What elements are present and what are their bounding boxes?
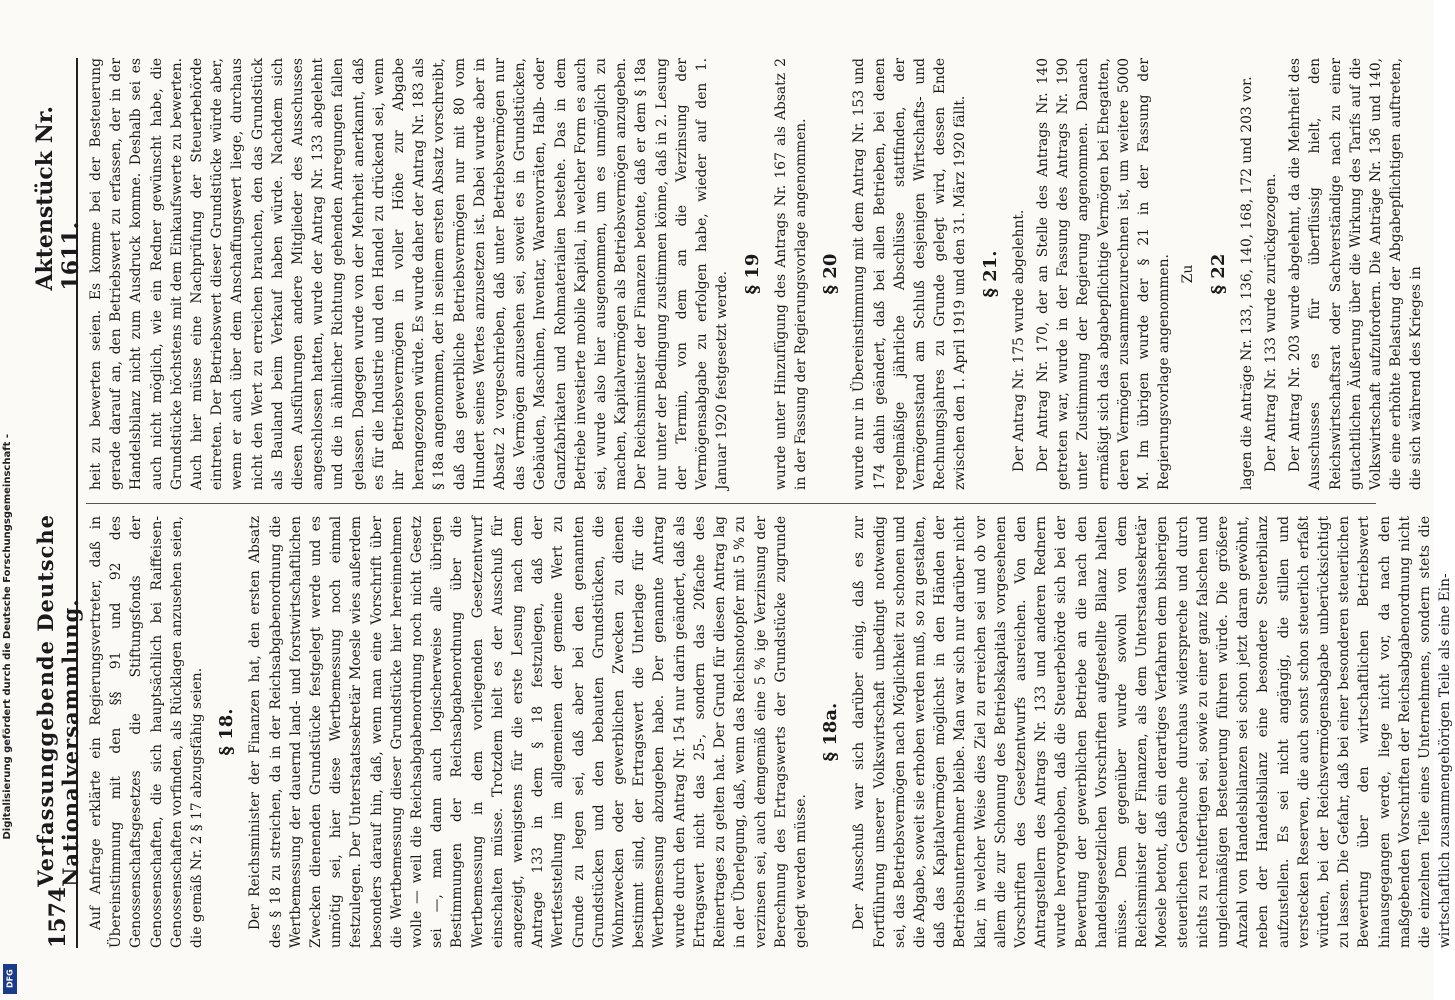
digitization-note <box>2 434 22 994</box>
section-19-paragraph: wurde unter Hinzufügung des Antrags Nr. 167 als Absatz 2 in der Fassung der Regierungsvorlage angenommen. <box>772 58 809 490</box>
dfg-logo-icon: DFG <box>3 964 17 994</box>
digitization-text: Digitalisierung gefördert durch die Deutsche Forschungsgemeinschaft - <box>2 434 13 840</box>
section-21-paragraph: Der Antrag Nr. 175 wurde abgelehnt. <box>1010 209 1027 472</box>
section-18a-paragraph: Der Ausschuß war sich darüber einig, daß es zur Fortführung unserer Volkswirtschaft unbedingt notwendig sei, das Betriebsvermögen nach Möglichkeit zu schonen und die Abgabe, soweit sie erhoben werden muß, so zu gestalten, daß das Kapitalvermögen möglichst in den Händen der Betriebsunternehmer bleibe. Man war sich nur darüber nicht klar, in welcher Weise dies Ziel zu erreichen sei und ob vor allem die zur Schonung des Betriebskapitals vorgesehenen Vorschriften des Gesetzentwurfs ausreichen. Von den Antragstellern des Antrags Nr. 133 und anderen Rednern wurde hervorgehoben, daß die Steuerbehörde sich bei der Bewertung der gewerblichen Betriebe an die nach den handelsgesetzlichen Vorschriften aufgestellte Bilanz halten müsse. Dem gegenüber wurde sowohl von dem Reichsminister der Finanzen, als dem Unterstaatssekretär Moesle betont, daß ein derartiges Verfahren dem bisherigen steuerlichen Gebrauche durchaus widerspreche und durch nichts zu rechtfertigen sei, sowie zu einer ganz falschen und ungleichmäßigen Besteuerung führen würde. Die größere Anzahl von Handelsbilanzen sei schon jetzt daran gewöhnt, neben der Handelsbilanz eine besondere Steuerbilanz aufzustellen. Es sei nicht angängig, die stillen und verstecken Reserven, die auch sonst schon steuerlich erfaßt würden, bei der Reichsvermögensabgabe unberücksichtigt zu lassen. Die Gefahr, daß bei einer besonderen steuerlichen Bewertung über den wirtschaftlichen Betriebswert hinausgegangen werde, liege nicht vor, da nach den maßgebenden Vorschriften der Reichsabgabenordnung nicht die einzelnen Teile eines Unternehmens, sondern stets die wirtschaftlich zusammengehörigen Teile als eine Ein- <box>851 516 1454 948</box>
page-title: Verfassunggebende Deutsche Nationalversammlung. <box>33 513 83 887</box>
zu-label: Zu <box>1180 264 1197 284</box>
intro-paragraph: Auf Anfrage erklärte ein Regierungsvertreter, daß in Übereinstimmung mit den §§ 91 und 92 des Genossenschaftsgesetzes die Stiftungsfonds der Genossenschaften, die sich hauptsächlich bei Raiffeisen-Genossenschaften vorfinden, als Rücklagen anzusehen seien, die gemäß Nr. 2 § 17 abzugsfähig seien. <box>88 516 206 948</box>
section-21-paragraph: Der Antrag Nr. 170, der an Stelle des Antrags Nr. 140 getreten war, wurde in der Fassung des Antrags Nr. 190 unter Zustimmung der Regierung angenommen. Danach ermäßigt sich das abgabepflichtige Vermögen bei Ehegatten, deren Vermögen zusammenzurechnen ist, um weitere 5000 M. Im übrigen wurde der § 21 in der Fassung der Regierungsvorlage angenommen. <box>1034 58 1173 490</box>
section-19-heading: § 19 <box>741 253 763 295</box>
section-22-paragraph: Der Antrag Nr. 133 wurde zurückgezogen. <box>1262 173 1279 472</box>
section-18-heading: § 18. <box>216 708 238 756</box>
section-22-paragraph: lagen die Anträge Nr. 133, 136, 140, 168, 172 und 203 vor. <box>1238 76 1255 490</box>
right-column <box>86 58 1425 490</box>
page-header <box>32 58 84 948</box>
section-22-paragraph: Der Antrag Nr. 203 wurde abgelehnt, da die Mehrheit des Ausschusses es für überflüssig hielt, den Reichswirtschaftsrat oder Sachverständige nach zu einer gutachtlichen Äußerung über die Wirkung des Tarifs auf die Volkswirtschaft aufzufordern. Die Anträge Nr. 136 und 140, die eine erhöhte Belastung der Abgabepflichtigen auftreten, die sich während des Krieges in <box>1287 58 1425 490</box>
section-18a-heading: § 18a. <box>820 702 842 762</box>
section-20-heading: § 20 <box>820 253 842 295</box>
section-21-heading: § 21. <box>979 250 1001 298</box>
left-column <box>86 516 1454 948</box>
document-number: Aktenstück Nr. 1611. <box>32 105 84 291</box>
continuation-paragraph: heit zu bewerten seien. Es komme bei der Besteuerung gerade darauf an, den Betriebswert zu erfassen, der in der Handelsbilanz nicht zum Ausdruck komme. Deshalb sei es auch nicht möglich, wie ein Redner gewünscht habe, die Grundstücke höchstens mit dem Einkaufswerte zu bewerten. Auch hier müsse eine Nachprüfung der Steuerbehörde eintreten. Der Betriebswert dieser Grundstücke würde aber, wenn er auch über dem Anschaffungswert liege, durchaus nicht den Wert zu erreichen brauchen, den das Grundstück als Bauland beim Verkauf haben würde. Nachdem sich diesen Ausführungen andere Mitglieder des Ausschusses angeschlossen hatten, wurde der Antrag Nr. 133 abgelehnt und die in ähnlicher Richtung gehenden Anregungen fallen gelassen. Dagegen wurde von der Mehrheit anerkannt, daß es für die Industrie und den Handel zu drückend sei, wenn ihr Betriebsvermögen in voller Höhe zur Abgabe herangezogen würde. Es wurde daher der Antrag Nr. 183 als § 18a angenommen, der in seinem ersten Absatz vorschreibt, daß das gewerbliche Betriebsvermögen nur mit 80 vom Hundert seines Wertes anzusetzen ist. Dabei wurde aber in Absatz 2 vorgeschrieben, daß unter Betriebsvermögen nur das Vermögen anzusehen sei, soweit es in Grundstücken, Gebäuden, Maschinen, Inventar, Warenvorräten, Halb- oder Ganzfabrikaten und Rohmaterialien bestehe. Das in dem Betriebe investierte mobile Kapital, in welcher Form es auch sei, wurde also hier ausgenommen, um es unmöglich zu machen, Kapitalvermögen als Betriebsvermögen anzugeben. Der Reichsminister der Finanzen betonte, daß er dem § 18a nur unter der Bedingung zustimmen könne, daß in 2. Lesung der Termin, von dem an die Verzinsung der Vermögensabgabe zu erfolgen habe, wieder auf den 1. Januar 1920 festgesetzt werde. <box>88 58 731 490</box>
section-20-paragraph: wurde nur in Übereinstimmung mit dem Antrag Nr. 153 und 174 dahin geändert, daß bei allen Betrieben, bei denen regelmäßige jährliche Abschlüsse stattfinden, der Vermögensstand am Schluß desjenigen Wirtschafts- und Rechnungsjahres zu Grunde gelegt wird, dessen Ende zwischen den 1. April 1919 und den 31. März 1920 fällt. <box>851 58 969 490</box>
section-22-heading: § 22 <box>1207 253 1229 295</box>
section-18-paragraph: Der Reichsminister der Finanzen hat, den ersten Absatz des § 18 zu streichen, da in der Reichsabgabenordnung die Wertbemessung der dauernd land- und forstwirtschaftlichen Zwecken dienenden Grundstücke festgelegt werde und es unnötig sei, hier diese Wertbemessung noch einmal festzulegen. Der Unterstaatssekretär Moesle wies außerdem besonders darauf hin, daß, wenn man eine Vorschrift über die Wertbemessung dieser Grundstücke hier hereinnehmen wolle — weil die Reichsabgabenordnung noch nicht Gesetz sei —, man dann auch logischerweise alle übrigen Bestimmungen der Reichsabgabenordnung über die Wertbemessung in dem vorliegenden Gesetzentwurf einschalten müsse. Trotzdem hielt es der Ausschuß für angezeigt, wenigstens für die erste Lesung nach dem Antrage 133 in dem § 18 festzulegen, daß der Wertfeststellung im allgemeinen der gemeine Wert zu Grunde zu legen sei, daß aber bei den genannten Grundstücken und den bebauten Grundstücken, die Wohnzwecken oder gewerblichen Zwecken zu dienen bestimmt sind, der Ertragswert die Unterlage für die Wertbemessung abzugeben habe. Der genannte Antrag wurde durch den Antrag Nr. 154 nur darin geändert, daß als Ertragswert nicht das 25-, sondern das 20fache des Reinertrages zu gelten hat. Der Grund für diesen Antrag lag in der Überlegung, daß, wenn das Reichsnotopfer mit 5 % zu verzinsen sei, auch demgemäß eine 5 % ige Verzinsung der Berechnung des Ertragswerts der Grundstücke zugrunde gelegt werden müsse. <box>247 516 809 948</box>
page-number: 1574 <box>45 886 71 948</box>
column-divider <box>86 503 1376 504</box>
